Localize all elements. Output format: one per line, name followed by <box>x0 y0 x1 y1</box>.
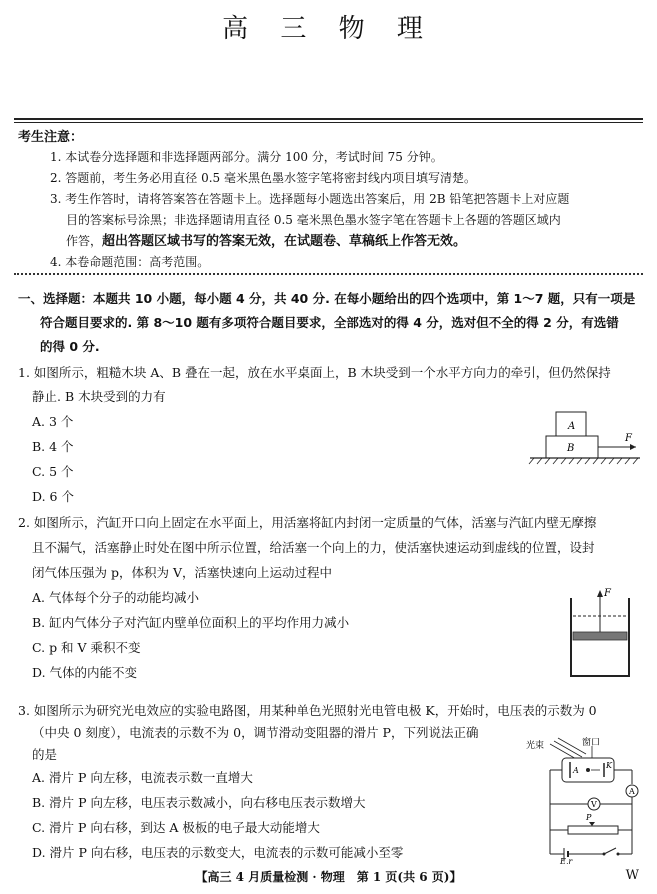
q1-stem-line-2: 静止. B 木块受到的力有 <box>32 389 166 404</box>
section-heading-line-1: 一、选择题：本题共 10 小题，每小题 4 分，共 40 分. 在每小题给出的四个选项中，第 1～7 题，只有一项是 <box>18 291 636 306</box>
q2-stem-line-3: 闭气体压强为 p，体积为 V，活塞快速向上运动过程中 <box>32 565 332 580</box>
q2-label-f: F <box>604 588 611 599</box>
q1-label-b: B <box>567 443 575 454</box>
notice-item-4: 4. 本卷命题范围：高考范围。 <box>50 255 210 269</box>
q3-option-b: B. 滑片 P 向左移，电压表示数减小，向右移电压表示数增大 <box>32 795 366 810</box>
q3-label-er: E,r <box>560 857 573 864</box>
q3-label-a: A <box>573 766 579 775</box>
notice-warning: 超出答题区域书写的答案无效，在试题卷、草稿纸上作答无效。 <box>102 234 467 249</box>
q3-stem-line-2: （中央 0 刻度），电流表的示数不为 0，调节滑动变阻器的滑片 P，下列说法正确 <box>32 725 479 740</box>
notice-item-1: 1. 本试卷分选择题和非选择题两部分。满分 100 分，考试时间 75 分钟。 <box>50 150 443 164</box>
force-arrow-head <box>630 444 636 450</box>
q3-option-c: C. 滑片 P 向右移，到达 A 极板的电子最大动能增大 <box>32 820 320 835</box>
header-rule-thick <box>14 118 643 120</box>
q2-option-d: D. 气体的内能不变 <box>32 665 138 680</box>
q1-label-a: A <box>568 421 576 432</box>
q2-option-a: A. 气体每个分子的动能均减小 <box>32 590 199 605</box>
notice-item-2: 2. 答题前，考生务必用直径 0.5 毫米黑色墨水签字笔将密封线内项目填写清楚。 <box>50 171 476 185</box>
page-code: W <box>625 868 639 883</box>
q1-option-c: C. 5 个 <box>32 464 74 479</box>
table-hatching <box>529 458 638 464</box>
q1-option-a: A. 3 个 <box>32 414 74 429</box>
notice-item-3-cont2 <box>66 231 466 252</box>
q3-label-p: P <box>586 813 592 822</box>
piston <box>573 632 627 640</box>
q2-option-c: C. p 和 V 乘积不变 <box>32 640 141 655</box>
rheostat <box>568 826 618 834</box>
notice-item-3-tail: 作答， <box>66 234 103 248</box>
page-footer: 【高三 4 月质量检测 · 物理 第 1 页(共 6 页)】 <box>195 870 462 884</box>
q3-figure <box>520 736 648 864</box>
q2-stem-line-2: 且不漏气，活塞静止时处在图中所示位置，给活塞一个向上的力，使活塞快速运动到虚线的位置，设封 <box>32 540 595 555</box>
section-heading-line-3: 的得 0 分. <box>40 339 100 354</box>
switch <box>604 848 616 854</box>
page-title: 高 三 物 理 <box>222 14 435 44</box>
header-rule-thin <box>14 122 643 123</box>
q1-stem-line-1: 1. 如图所示，粗糙木块 A、B 叠在一起，放在水平桌面上，B 木块受到一个水平方向力的牵引，但仍然保持 <box>18 365 611 380</box>
section-heading-line-2: 符合题目要求的. 第 8～10 题有多项符合题目要求，全部选对的得 4 分，选对但不全的得 2 分，有选错 <box>40 315 619 330</box>
notice-heading: 考生注意： <box>18 130 84 145</box>
notice-item-3: 3. 考生作答时，请将答案答在答题卡上。选择题每小题选出答案后，用 2B 铅笔把答题卡上对应题 <box>50 192 570 206</box>
q1-option-d: D. 6 个 <box>32 489 74 504</box>
q1-label-f: F <box>625 433 632 444</box>
q3-option-d: D. 滑片 P 向右移，电压表的示数变大，电流表的示数可能减小至零 <box>32 845 404 860</box>
q3-label-ammeter: A <box>629 787 635 796</box>
dotted-separator <box>14 273 643 275</box>
q2-figure <box>566 584 641 682</box>
q1-figure <box>528 410 643 470</box>
q3-label-voltmeter: V <box>591 800 597 809</box>
q3-label-light: 光束 <box>526 741 545 751</box>
q2-option-b: B. 缸内气体分子对汽缸内壁单位面积上的平均作用力减小 <box>32 615 350 630</box>
q3-label-window: 窗口 <box>582 738 601 748</box>
q3-stem-line-3: 的是 <box>32 747 58 762</box>
q3-option-a: A. 滑片 P 向左移，电流表示数一直增大 <box>32 770 253 785</box>
q1-option-b: B. 4 个 <box>32 439 74 454</box>
notice-item-3-cont: 目的答案标号涂黑；非选择题请用直径 0.5 毫米黑色墨水签字笔在答题卡上各题的答题区域内 <box>66 213 561 227</box>
q3-stem-line-1: 3. 如图所示为研究光电效应的实验电路图，用某种单色光照射光电管电极 K，开始时，电压表的示数为 0 <box>18 703 597 718</box>
q3-label-k: K <box>606 761 612 770</box>
q2-stem-line-1: 2. 如图所示，汽缸开口向上固定在水平面上，用活塞将缸内封闭一定质量的气体，活塞与汽缸内壁无摩擦 <box>18 515 597 530</box>
